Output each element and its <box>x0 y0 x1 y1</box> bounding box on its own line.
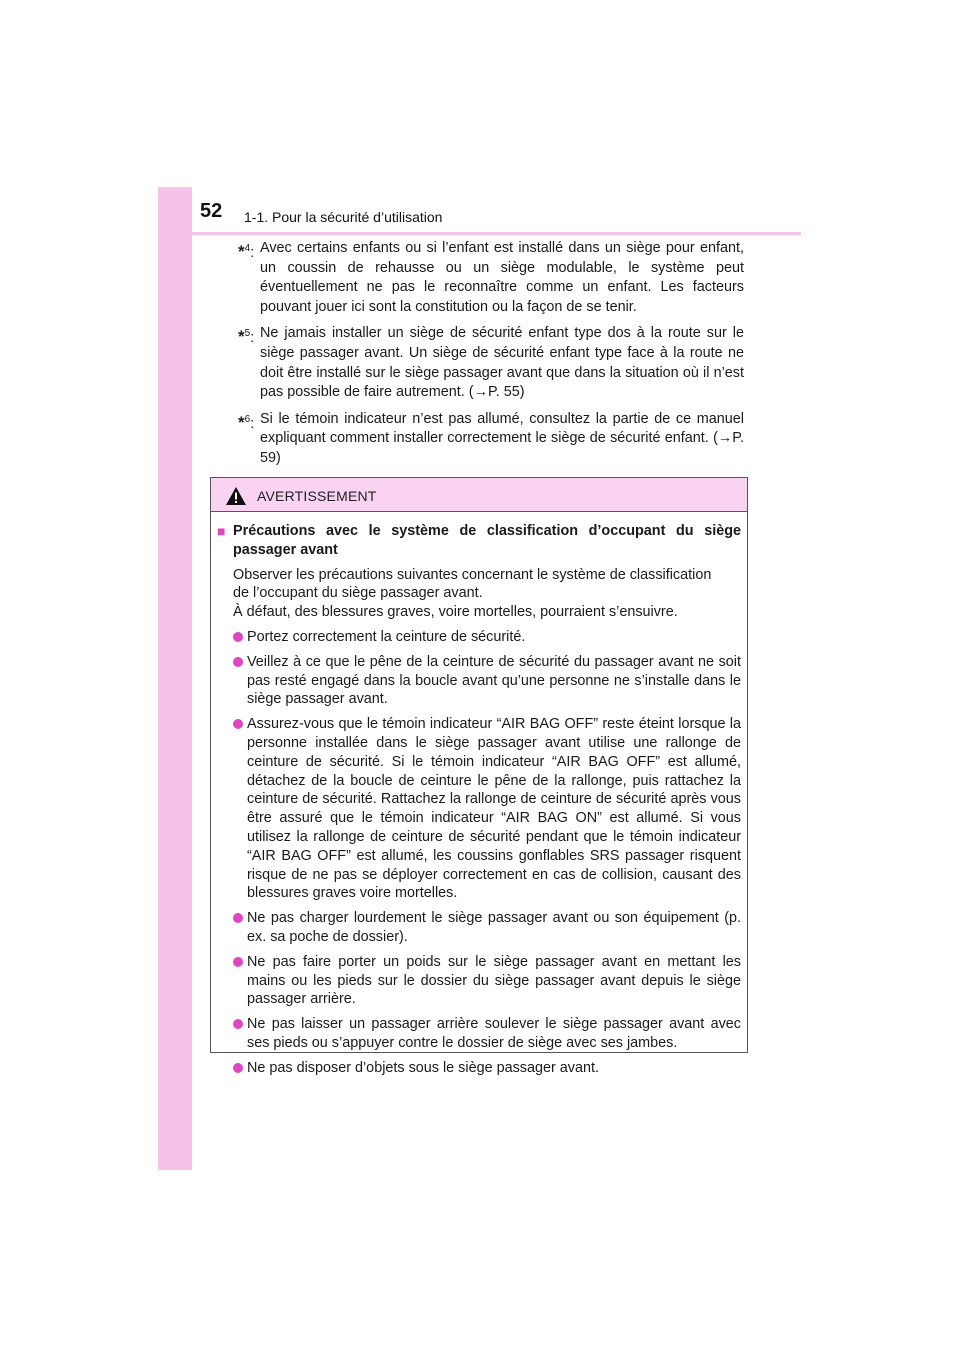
page-number: 52 <box>200 200 223 222</box>
list-item: Ne pas laisser un passager arrière soulever le siège passager avant avec ses pieds ou s’appuyer contre le dossier de siège avec ses jambes. <box>233 1015 741 1053</box>
list-item: Assurez-vous que le témoin indicateur “AIR BAG OFF” reste éteint lorsque la personne installée dans le siège passager avant utilise une rallonge de ceinture de sécurité. Si le témoin indicateur “AIR BAG OFF” est allumé, détachez de la boucle de ceinture le pêne de la rallonge, puis rattachez la ceinture de sécurité. Rattachez la rallonge de ceinture de sécurité après vous être assuré que le témoin indicateur “AIR BAG ON” est allumé. Si vous utilisez la rallonge de ceinture de sécurité pendant que le témoin indicateur “AIR BAG OFF” est allumé, les coussins gonflables SRS passager risquent risque de ne pas se déployer correctement en cas de collision, causant des blessures graves voire mortelles. <box>233 715 741 903</box>
section-title: 1-1. Pour la sécurité d’utilisation <box>244 209 443 225</box>
warning-intro <box>233 566 741 622</box>
bullet-dot-icon <box>233 953 247 965</box>
footnote-label: *$^6$: <box>238 412 255 432</box>
footnote-label: *$^4$: <box>238 241 255 261</box>
footnote <box>238 239 744 317</box>
intro-line: Observer les précautions suivantes concernant le système de classification <box>233 566 712 583</box>
warning-triangle-icon <box>225 486 247 506</box>
intro-line: de l’occupant du siège passager avant. <box>233 585 483 602</box>
square-bullet-icon: ■ <box>217 523 226 539</box>
footnote-text: Avec certains enfants ou si l’enfant est installé dans un siège pour enfant, un coussin de rehausse ou un siège modulable, le système peut éventuellement ne pas le reconnaître comme un enfant. Les facteurs pouvant jouer ici sont la constitution ou la façon de se tenir. <box>260 240 744 315</box>
bullet-dot-icon <box>233 909 247 921</box>
list-item: Ne pas charger lourdement le siège passager avant ou son équipement (p. ex. sa poche de dossier). <box>233 909 741 947</box>
footnote <box>238 324 744 402</box>
side-color-band <box>158 187 192 1170</box>
bullet-dot-icon <box>233 1015 247 1027</box>
bullet-dot-icon <box>233 1059 247 1071</box>
intro-line: À défaut, des blessures graves, voire mortelles, pourraient s’ensuivre. <box>233 604 678 621</box>
list-item: Veillez à ce que le pêne de la ceinture de sécurité du passager avant ne soit pas resté engagé dans la boucle avant qu’une personne ne s’installe dans le siège passager avant. <box>233 653 741 709</box>
footnote-label: *$^5$: <box>238 327 255 347</box>
list-item: Portez correctement la ceinture de sécurité. <box>233 628 741 647</box>
warning-title: AVERTISSEMENT <box>257 488 377 504</box>
footnotes <box>238 239 744 476</box>
list-item: Ne pas faire porter un poids sur le siège passager avant en mettant les mains ou les pieds sur le dossier du siège passager avant depuis le siège passager arrière. <box>233 953 741 1009</box>
warning-subheading: ■ Précautions avec le système de classification d’occupant du siège passager avant <box>217 523 741 558</box>
warning-header <box>211 478 747 512</box>
bullet-dot-icon <box>233 653 247 665</box>
footnote-text: Ne jamais installer un siège de sécurité enfant type dos à la route sur le siège passager avant. Un siège de sécurité enfant type face à la route ne doit être installé sur le siège passager avant que dans la situation où il n’est pas possible de faire autrement. (→P. 55) <box>260 325 744 401</box>
footnote-text: Si le témoin indicateur n’est pas allumé, consultez la partie de ce manuel expliquant comment installer correctement le siège de sécurité enfant. (→P. 59) <box>260 410 744 466</box>
bullet-dot-icon <box>233 715 247 727</box>
list-item: Ne pas disposer d’objets sous le siège passager avant. <box>233 1059 741 1078</box>
header-divider <box>192 232 801 235</box>
footnote <box>238 410 744 469</box>
warning-body <box>211 512 747 1078</box>
warning-box <box>210 477 748 1076</box>
bullet-dot-icon <box>233 628 247 640</box>
